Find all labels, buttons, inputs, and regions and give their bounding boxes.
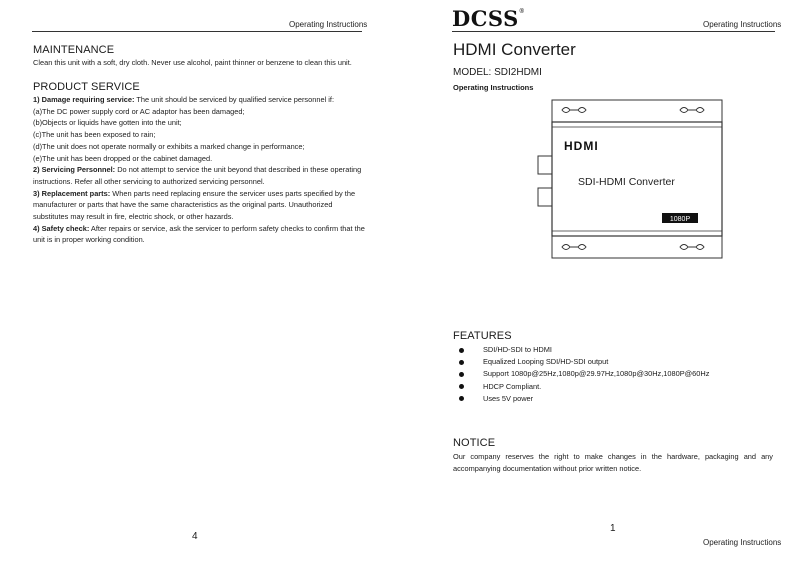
- product-service-line-text: Do not attempt to service the unit beyond that described in these operating: [115, 165, 362, 175]
- product-service-line-bold: 3) Replacement parts:: [33, 188, 111, 198]
- brand-logo: DCSS®: [452, 6, 526, 31]
- notice-text: Our company reserves the right to make changes in the hardware, packaging and any accompanying documentation without prior written notice.: [453, 452, 773, 474]
- feature-text: HDCP Compliant.: [483, 381, 542, 391]
- product-service-line-text: substitutes may result in fire, electric shock, or other hazards.: [33, 212, 234, 222]
- bullet-icon: [459, 372, 464, 377]
- operating-instructions-subheading: Operating Instructions: [453, 83, 534, 92]
- bullet-icon: [459, 396, 464, 401]
- right-header-rule: [452, 31, 775, 32]
- product-service-heading: PRODUCT SERVICE: [33, 81, 140, 93]
- right-page: [404, 0, 808, 561]
- right-page-number: 1: [610, 523, 616, 534]
- product-service-line-text: instructions. Refer all other servicing to authorized servicing personnel.: [33, 176, 265, 186]
- feature-item: [453, 368, 709, 380]
- sdi-connectors: [538, 156, 552, 206]
- feature-text: Equalized Looping SDI/HD-SDI output: [483, 357, 609, 367]
- bullet-icon: [459, 384, 464, 389]
- device-label: SDI-HDMI Converter: [578, 176, 675, 188]
- notice-heading: NOTICE: [453, 437, 496, 449]
- bullet-icon: [459, 348, 464, 353]
- product-service-line: [33, 141, 378, 153]
- right-page-header: Operating Instructions: [703, 20, 782, 29]
- product-service-line-text: (b)Objects or liquids have gotten into the unit;: [33, 118, 182, 128]
- product-service-line-text: unit is in proper working condition.: [33, 235, 145, 245]
- maintenance-heading: MAINTENANCE: [33, 44, 115, 56]
- maintenance-text: Clean this unit with a soft, dry cloth. Never use alcohol, paint thinner or benzene to clean this unit.: [33, 58, 352, 67]
- feature-text: Uses 5V power: [483, 393, 534, 403]
- device-illustration: [514, 96, 734, 266]
- product-service-line: [33, 176, 378, 188]
- product-service-line: [33, 164, 378, 176]
- left-page-number: 4: [192, 531, 198, 542]
- bullet-icon: [459, 360, 464, 365]
- product-service-line-text: (c)The unit has been exposed to rain;: [33, 130, 156, 140]
- product-service-line: [33, 199, 378, 211]
- product-service-line-text: The unit should be serviced by qualified service personnel if:: [134, 95, 334, 104]
- left-header-rule: [32, 31, 362, 32]
- product-service-line-bold: 1) Damage requiring service:: [33, 95, 135, 104]
- resolution-badge-label: 1080P: [669, 216, 691, 223]
- product-service-line-text: When parts need replacing ensure the servicer uses parts specified by the: [110, 188, 356, 198]
- product-service-line: [33, 153, 378, 165]
- right-page-footer: Operating Instructions: [703, 538, 782, 547]
- product-service-line-bold: 4) Safety check:: [33, 223, 90, 233]
- product-service-line: [33, 94, 378, 106]
- feature-item: [453, 381, 709, 393]
- left-page-header: Operating Instructions: [289, 20, 368, 29]
- product-service-line: [33, 129, 378, 141]
- product-service-line-text: manufacturer or parts that have the same characteristics as the original parts. Unauthorized: [33, 200, 333, 210]
- hdmi-logo: HDMI: [564, 139, 599, 153]
- feature-item: [453, 344, 709, 356]
- product-service-line: [33, 106, 378, 118]
- product-service-line-text: After repairs or service, ask the servicer to perform safety checks to confirm that the: [89, 223, 365, 233]
- product-service-line: [33, 117, 378, 129]
- features-heading: FEATURES: [453, 330, 512, 342]
- features-list: [453, 344, 709, 405]
- product-service-line-text: (e)The unit has been dropped or the cabinet damaged.: [33, 153, 213, 163]
- model-number: MODEL: SDI2HDMI: [453, 67, 542, 78]
- product-service-line-bold: 2) Servicing Personnel:: [33, 165, 116, 175]
- feature-text: Support 1080p@25Hz,1080p@29.97Hz,1080p@30Hz,1080P@60Hz: [483, 369, 710, 379]
- product-service-line: [33, 223, 378, 235]
- product-service-line-text: (a)The DC power supply cord or AC adaptor has been damaged;: [33, 106, 245, 116]
- feature-text: SDI/HD-SDI to HDMI: [483, 345, 552, 354]
- page-title: HDMI Converter: [453, 40, 576, 59]
- product-service-line: [33, 188, 378, 200]
- feature-item: [453, 356, 709, 368]
- product-service-line: [33, 211, 378, 223]
- product-service-text: [33, 94, 378, 246]
- product-service-line-text: (d)The unit does not operate normally or exhibits a marked change in performance;: [33, 141, 305, 151]
- feature-item: [453, 393, 709, 405]
- product-service-line: [33, 234, 378, 246]
